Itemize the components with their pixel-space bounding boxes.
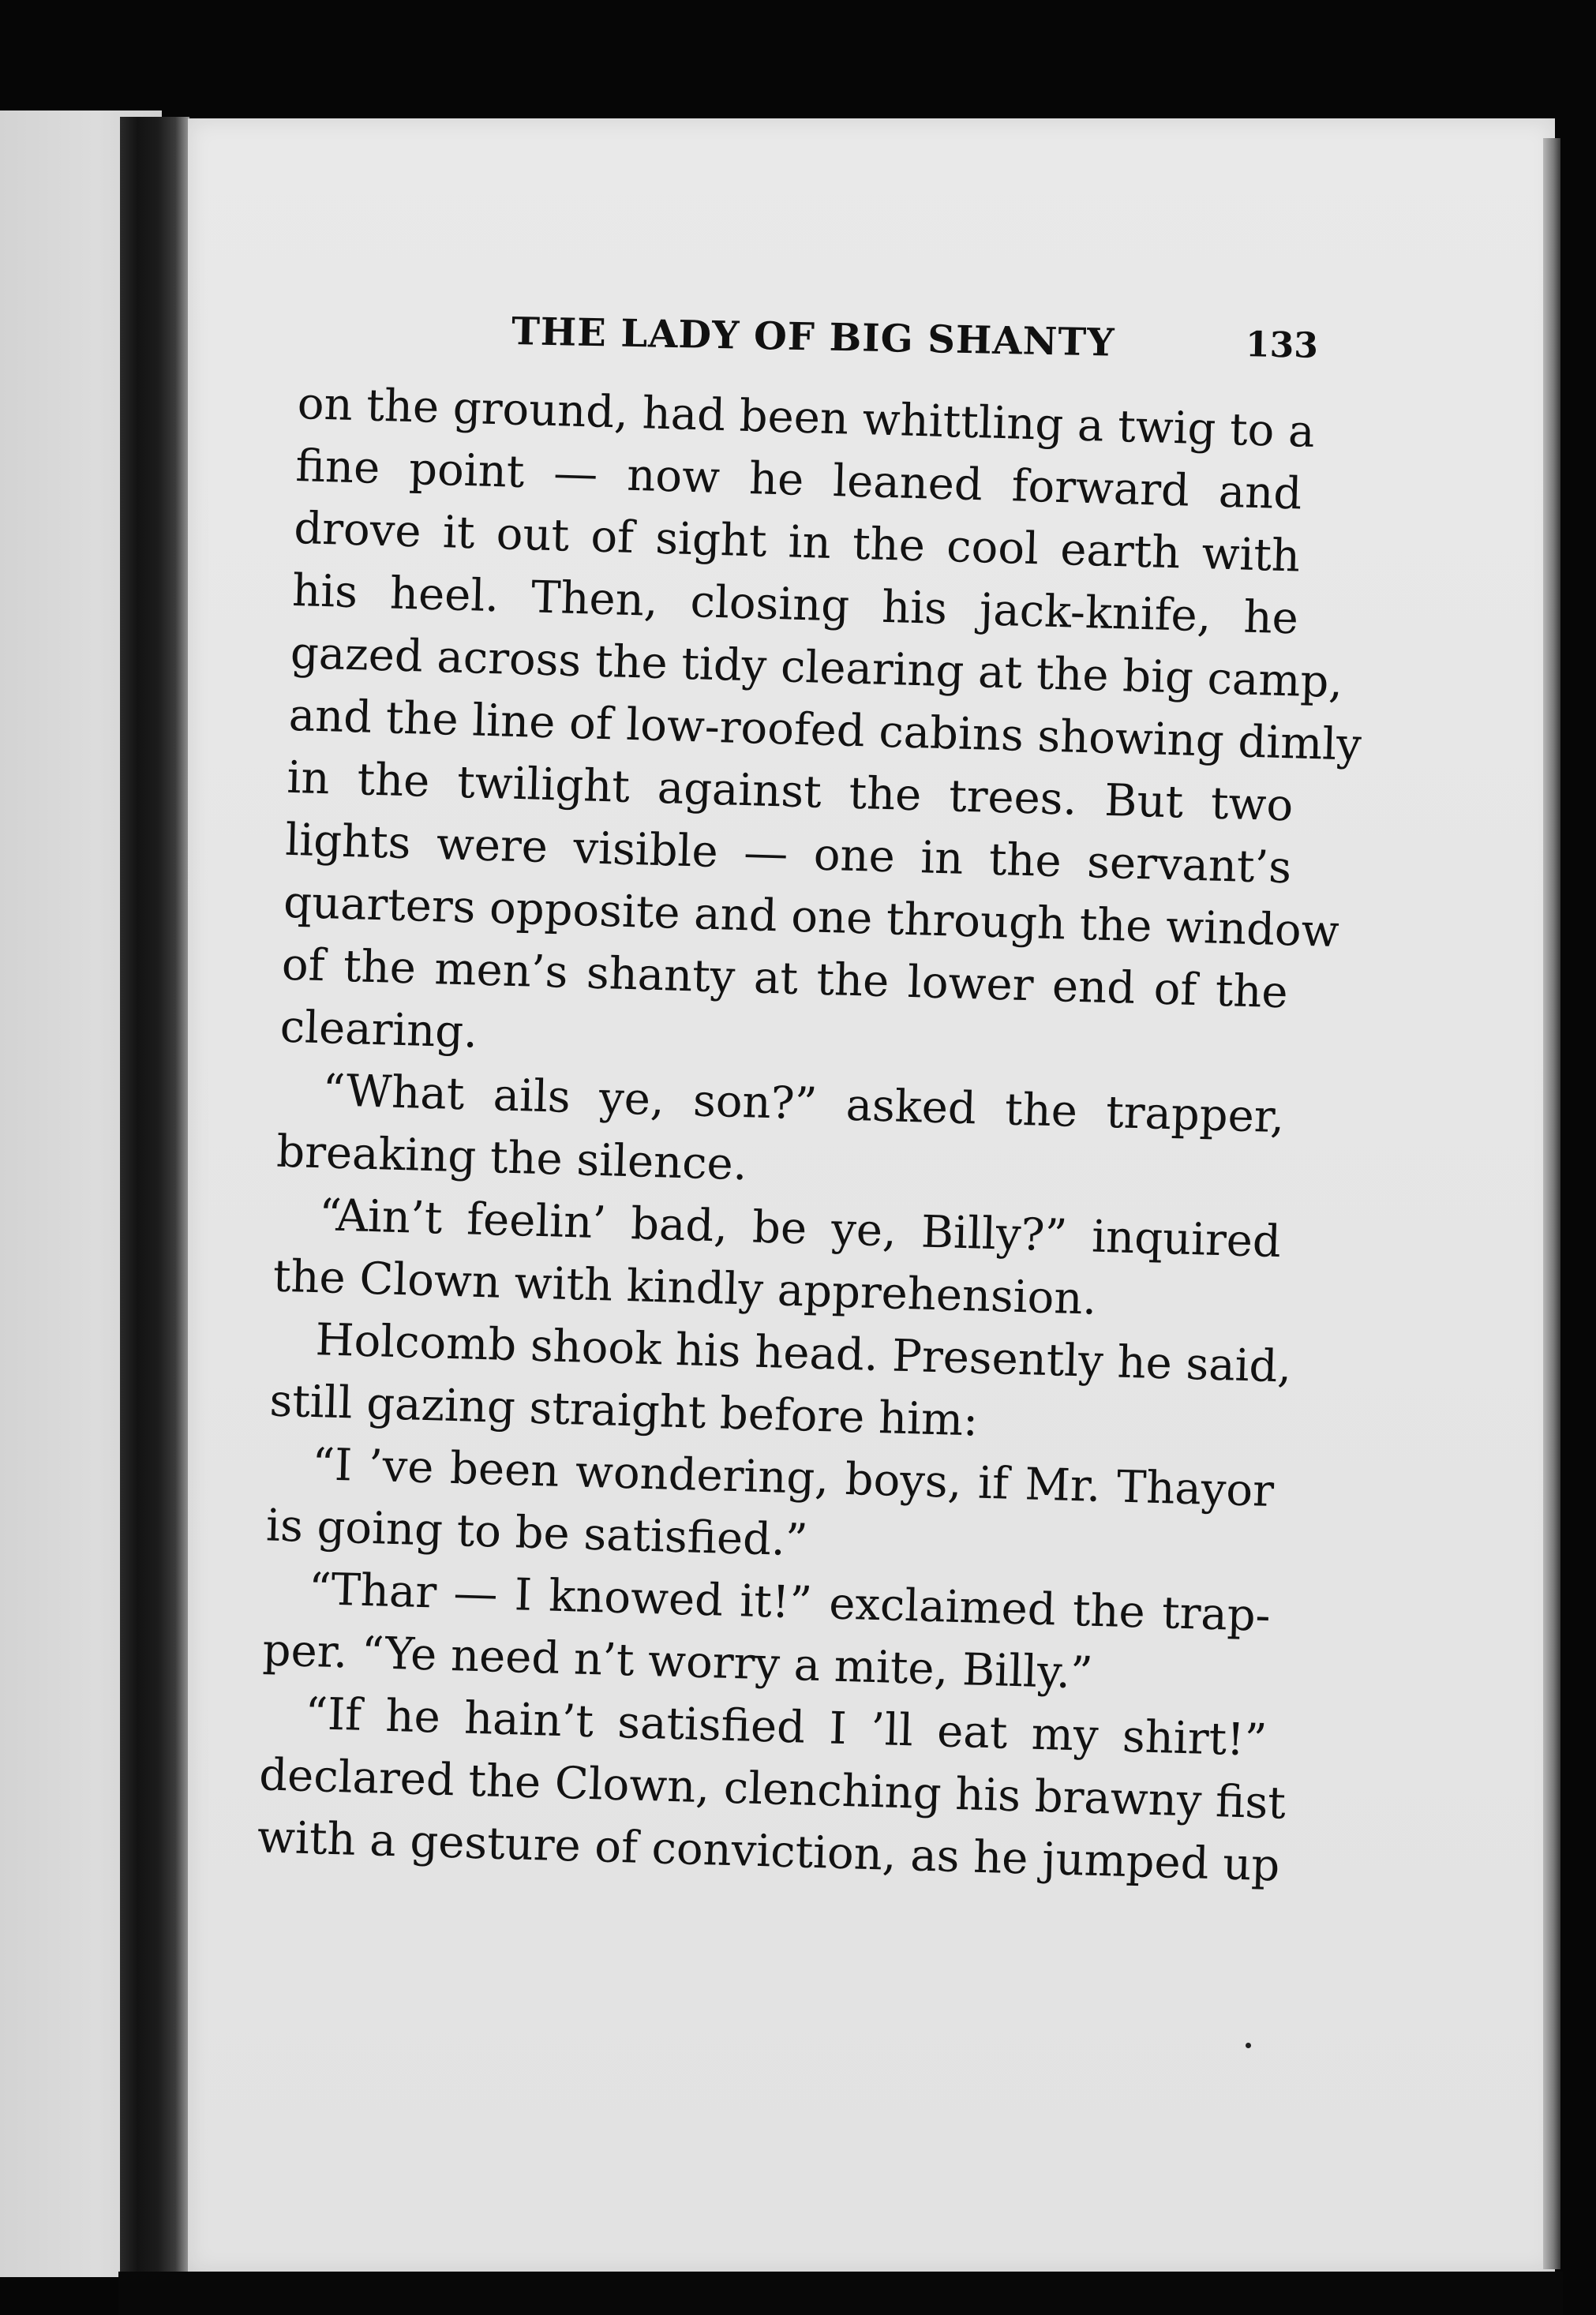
text-line: his heel. Then, closing his jack-knife, he xyxy=(291,564,1299,645)
book-gutter xyxy=(120,117,189,2279)
text-line: of the men’s shanty at the lower end of the xyxy=(281,938,1289,1019)
text-line: “What ails ye, son?” asked the trapper, xyxy=(321,1065,1286,1144)
text-line: on the ground, had been whittling a twig to a xyxy=(296,377,1316,458)
text-line: per. “Ye need n’t worry a mite, Billy.” xyxy=(261,1624,1094,1699)
text-line: “I ’ve been wondering, boys, if Mr. Thayor xyxy=(311,1439,1275,1518)
scan-bottom-border xyxy=(118,2272,1563,2315)
text-line: “Ain’t feelin’ bad, be ye, Billy?” inquired xyxy=(318,1189,1282,1268)
text-line: fine point — now he leaned forward and xyxy=(294,440,1303,520)
text-line: “If he hain’t satisfied I ’ll eat my shirt!” xyxy=(304,1688,1268,1766)
running-title: THE LADY OF BIG SHANTY xyxy=(511,309,1115,365)
page-number: 133 xyxy=(1245,324,1319,366)
text-line: and the line of low-roofed cabins showing dimly xyxy=(287,689,1362,771)
paper-speck xyxy=(1246,2043,1251,2048)
text-line: is going to be satisfied.” xyxy=(265,1500,809,1567)
text-line: clearing. xyxy=(279,1001,478,1058)
text-line: “Thar — I knowed it!” exclaimed the trap- xyxy=(308,1563,1272,1642)
page-right-edge xyxy=(1543,138,1560,2269)
text-line: Holcomb shook his head. Presently he said, xyxy=(314,1314,1293,1393)
text-line: in the twilight against the trees. But two xyxy=(286,751,1294,832)
text-line: with a gesture of conviction, as he jumped up xyxy=(257,1811,1281,1892)
body-text xyxy=(257,373,1362,1897)
text-line: drove it out of sight in the cool earth with xyxy=(293,502,1301,582)
text-line: still gazing straight before him: xyxy=(268,1375,979,1447)
text-line: gazed across the tidy clearing at the big camp, xyxy=(290,627,1344,709)
text-line: breaking the silence. xyxy=(275,1126,748,1191)
text-line: lights were visible — one in the servant’s xyxy=(284,814,1292,894)
text-line: declared the Clown, clenching his brawny fist xyxy=(258,1749,1287,1830)
text-line: quarters opposite and one through the window xyxy=(283,876,1340,958)
text-line: the Clown with kindly apprehension. xyxy=(272,1250,1098,1325)
